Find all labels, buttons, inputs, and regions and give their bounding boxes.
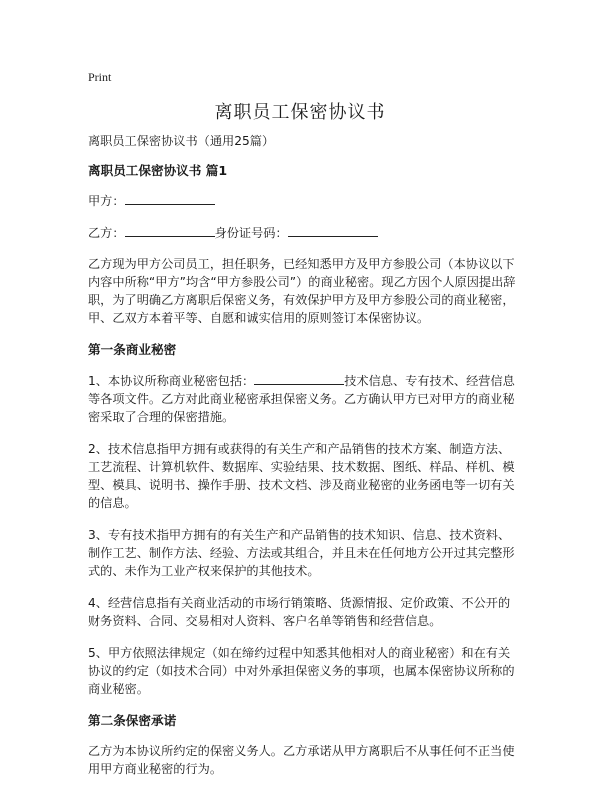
print-link[interactable]: Print [88, 70, 112, 84]
section-1-item-2: 2、技术信息指甲方拥有或获得的有关生产和产品销售的技术方案、制造方法、工艺流程、计算机软件、数据库、实验结果、技术数据、图纸、样品、样机、模型、模具、说明书、操作手册、技术文档、涉及商业秘密的业务函电等一切有关的信息。 [88, 442, 515, 510]
section-1-item-1 [88, 371, 516, 426]
party-b-label: 乙方： [88, 226, 125, 240]
document-title: 离职员工保密协议书 [214, 102, 386, 123]
section-1-heading: 第一条商业秘密 [88, 342, 177, 357]
item-1-blank [254, 371, 344, 385]
party-b-blank [125, 223, 215, 237]
id-label: 身份证号码： [214, 226, 288, 240]
id-number-blank [288, 223, 378, 237]
section-2-paragraph: 乙方为本协议所约定的保密义务人。乙方承诺从甲方离职后不从事任何不正当使用甲方商业秘密的行为。 [88, 744, 515, 776]
section-1-item-4: 4、经营信息指有关商业活动的市场行销策略、货源情报、定价政策、不公开的财务资料、合同、交易相对人资料、客户名单等销售和经营信息。 [88, 596, 511, 628]
part-heading: 离职员工保密协议书 篇1 [88, 163, 228, 178]
party-a-line [88, 191, 516, 210]
section-1-item-5: 5、甲方依照法律规定（如在缔约过程中知悉其他相对人的商业秘密）和在有关协议的约定（如技术合同）中对外承担保密义务的事项，也属本保密协议所称的商业秘密。 [88, 646, 515, 696]
document-subtitle: 离职员工保密协议书（通用25篇） [88, 134, 275, 148]
party-b-line [88, 223, 516, 242]
item-1-prefix: 1、本协议所称商业秘密包括： [88, 374, 255, 388]
document-body [88, 132, 516, 792]
intro-paragraph: 乙方现为甲方公司员工，担任职务，已经知悉甲方及甲方参股公司（本协议以下内容中所称“甲方”均含“甲方参股公司”）的商业秘密。现乙方因个人原因提出辞职，为了明确乙方离职后保密义务，有效保护甲方及甲方参股公司的商业秘密，甲、乙双方本着平等、自愿和诚实信用的原则签订本保密协议。 [88, 257, 516, 325]
party-a-label: 甲方： [88, 194, 125, 208]
party-a-blank [125, 191, 215, 205]
section-1-item-3: 3、专有技术指甲方拥有的有关生产和产品销售的技术知识、信息、技术资料、制作工艺、制作方法、经验、方法或其组合，并且未在任何地方公开过其完整形式的、未作为工业产权来保护的其他技术。 [88, 528, 515, 578]
section-2-heading: 第二条保密承诺 [88, 713, 177, 728]
item-1-suffix: 技术信息、专有技术、经营信息等各项文件。乙方对此商业秘密承担保密义务。乙方确认甲方已对甲方的商业秘密采取了合理的保密措施。 [88, 374, 515, 424]
